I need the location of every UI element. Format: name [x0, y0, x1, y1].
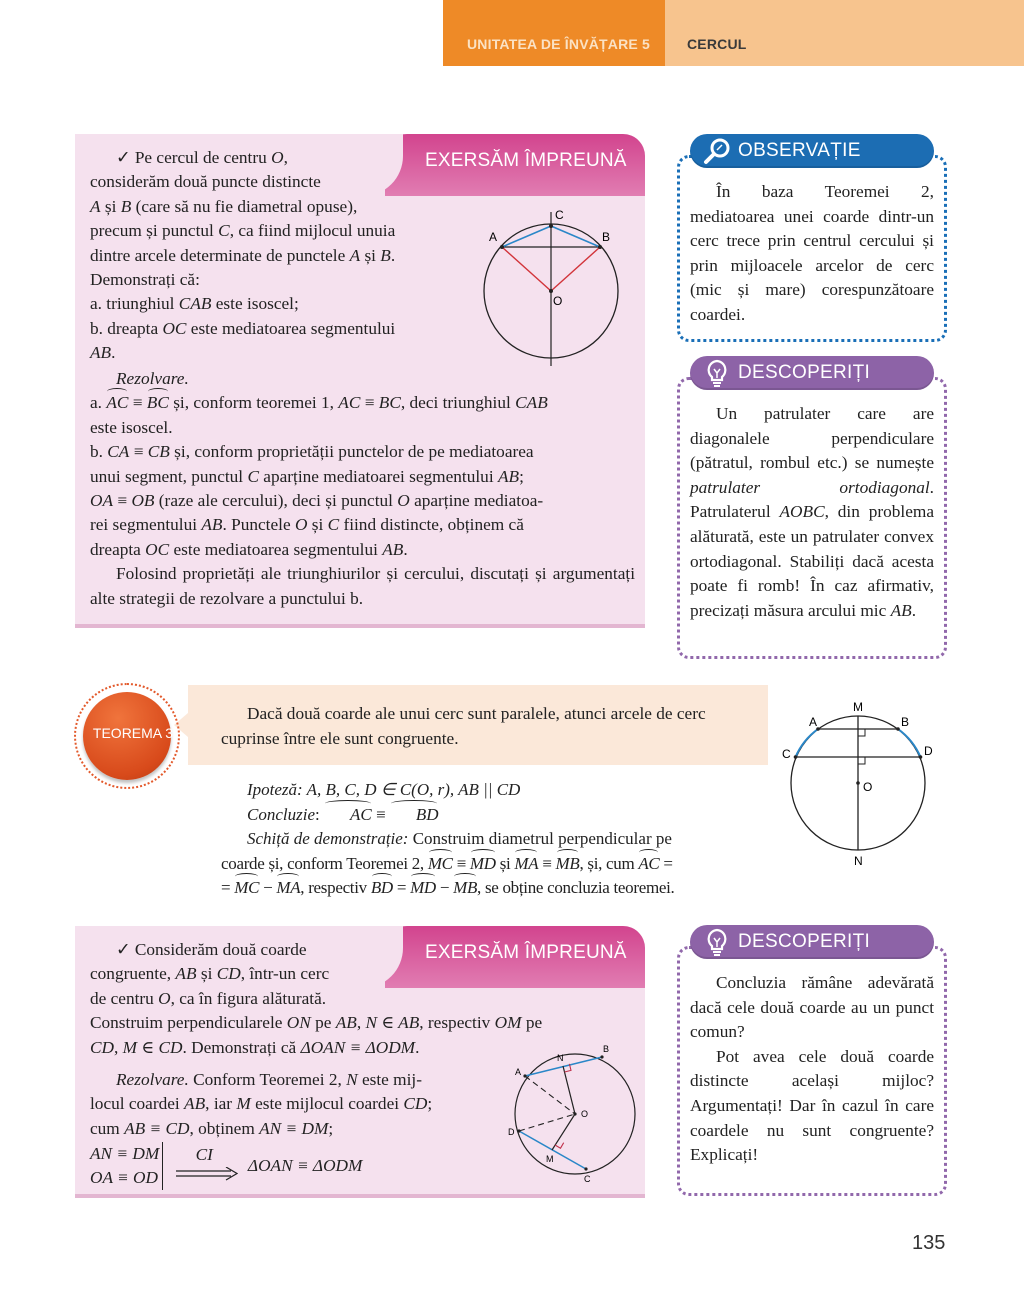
figure-circle-arc-midpoint: [475, 204, 635, 374]
discover-header-2: [690, 925, 934, 959]
chapter-banner: [665, 0, 1024, 66]
sketch-label: Schiță de demonstrație:: [247, 829, 409, 848]
discussion-text: Folosind proprietăți ale triunghiurilor și cercului, discutați și argumentați alte strategii de rezolvare a punctului b.: [90, 564, 635, 608]
hypothesis: : A, B, C, D ∈ C(O, r), AB || CD: [297, 780, 521, 799]
exercise-tab-label: EXERSĂM ÎMPREUNĂ: [425, 942, 627, 963]
exercise-1-statement: ✓ Pe cercul de centru O, considerăm două puncte distincte A și B (care să nu fie diametral opuse), precum și punctul C, ca fiind mijlocul unuia dintre arcele determinate de punctele A și B. Demonstrați că: a. triunghiul CAB este isoscel; b. dreapta OC este mediatoarea segmentului AB.: [90, 148, 396, 363]
label-c: C: [782, 747, 791, 761]
unit-label: UNITATEA DE ÎNVĂȚARE 5: [467, 36, 651, 52]
discover-title-2: DESCOPERIȚI: [738, 931, 871, 952]
label-m: M: [546, 1154, 554, 1164]
label-a: A: [515, 1067, 522, 1077]
figure-parallel-chords: [775, 695, 945, 875]
discover-box-1: [677, 362, 947, 659]
label-o: O: [553, 294, 563, 308]
theorem-statement: Dacă două coarde ale unui cerc sunt paralele, atunci arcele de cerc cuprinse între ele sunt congruente.: [221, 704, 706, 748]
right-angle-mark: [858, 757, 865, 764]
unit-banner: [443, 0, 665, 66]
label-m: M: [853, 700, 863, 714]
discover-box-2: [677, 931, 947, 1196]
page-number: 135: [912, 1232, 946, 1254]
label-a: A: [489, 230, 498, 244]
label-n: N: [557, 1053, 564, 1063]
solution-label: Rezolvare.: [116, 1070, 189, 1089]
exercise-2-statement: ✓ Considerăm două coarde congruente, AB și CD, într-un cerc de centru O, ca în figura alăturată. Construim perpendicularele ON pe AB, N ∈ AB, respectiv OM pe CD, M ∈ CD. Demonstrați că ΔOAN ≡ ΔODM.: [90, 940, 543, 1057]
label-o: O: [581, 1109, 589, 1119]
system-line-1: AN ≡ DM: [90, 1144, 160, 1163]
discover-text-1: Un patrulater care are diagonalele perpendiculare (pătratul, rombul etc.) se numește patrulater ortodiagonal. Patrulaterul AOBC, din problema alăturată, este un patrulater convex ortodiagonal. Stabiliți dacă acesta poate fi romb! În caz afirmativ, precizați măsura arcului mic AB.: [690, 404, 934, 620]
label-a: A: [809, 715, 818, 729]
label-b: B: [602, 230, 611, 244]
implies-arrow: [176, 1145, 238, 1181]
exercise-box-2: [75, 926, 645, 1194]
radius-ob: [551, 247, 600, 291]
result: ΔOAN ≡ ΔODM: [247, 1156, 363, 1175]
theorem-badge-label: TEOREMA 3: [92, 725, 174, 741]
exercise-tab-label: EXERSĂM ÎMPREUNĂ: [425, 150, 627, 171]
chapter-title: CERCUL: [687, 36, 747, 52]
label-d: D: [508, 1127, 515, 1137]
theorem-badge: [74, 683, 180, 789]
label-b: B: [901, 715, 910, 729]
label-o: O: [863, 780, 873, 794]
check-icon: ✓: [116, 148, 131, 167]
conclusion-label: Concluzie: [247, 804, 315, 824]
lightbulb-icon: [702, 927, 732, 957]
congruence-system: [90, 1142, 362, 1190]
hypothesis-label: Ipoteză: [247, 780, 298, 799]
exercise-box-1: [75, 134, 645, 624]
criterion-label: CI: [195, 1145, 213, 1164]
system-line-2: OA ≡ OD: [90, 1168, 158, 1187]
segment-om: [552, 1114, 575, 1150]
discover-title-1: DESCOPERIȚI: [738, 362, 871, 383]
right-angle-mark: [858, 729, 865, 736]
solution-label: Rezolvare.: [116, 369, 189, 388]
label-n: N: [854, 854, 863, 868]
segment-od: [519, 1114, 575, 1131]
observation-title: OBSERVAȚIE: [738, 140, 861, 161]
label-c: C: [555, 208, 564, 222]
label-d: D: [924, 744, 933, 758]
double-arrow-icon: [176, 1167, 238, 1181]
figure-congruent-chords: [495, 1038, 645, 1188]
lightbulb-icon: [702, 358, 732, 388]
radius-oa: [502, 247, 551, 291]
exercise-1-solution: Rezolvare. a. AC ≡ BC și, conform teoremei 1, AC ≡ BC, deci triunghiul CAB este isoscel. b. CA ≡ CB și, conform proprietății punctelor de pe mediatoarea unui segment, punctul C aparține mediatoarei segmentului AB; OA ≡ OB (raze ale cercului), deci și punctul O aparține mediatoa- rei segmentului AB. Punctele O și C fiind distincte, obținem că dreapta OC este mediatoarea segmentului AB. Folosind proprietăți ale triunghiurilor și cercului, discutați și argumentați alte strategii de rezolvare a punctului b.: [90, 367, 635, 611]
discover-header-1: [690, 356, 934, 390]
check-icon: ✓: [116, 940, 131, 959]
discover-text-2: Concluzia rămâne adevărată dacă cele două coarde au un punct comun? Pot avea cele două coarde distincte același mijloc? Argumentați! Dar în cazul în care coardele nu sunt congruente? Explicați!: [690, 973, 934, 1165]
label-b: B: [603, 1044, 610, 1054]
observation-text: În baza Teoremei 2, mediatoarea unei coarde dintr-un cerc trece prin centrul cercului și prin mijloacele arcelor de cerc (mic și mare) corespunzătoare coardei.: [690, 182, 934, 324]
exercise-2-solution: Rezolvare. Conform Teoremei 2, N este mij- locul coardei AB, iar M este mijlocul coardei CD; cum AB ≡ CD, obținem AN ≡ DM;: [90, 1070, 433, 1138]
observation-box: [677, 140, 947, 342]
magnifier-icon: [702, 136, 732, 166]
label-c: C: [584, 1174, 591, 1184]
observation-header: [690, 134, 934, 168]
theorem-proof: Ipoteză: A, B, C, D ∈ C(O, r), AB || CD Concluzie: AC ≡ BD Schiță de demonstrație: Construim diametrul perpendicular pe coarde și, conform Teoremei 2, MC ≡ MD și MA ≡ MB, și, cum AC = = MC − MA, respectiv BD = MD − MB, se obține concluzia teoremei.: [221, 778, 766, 901]
